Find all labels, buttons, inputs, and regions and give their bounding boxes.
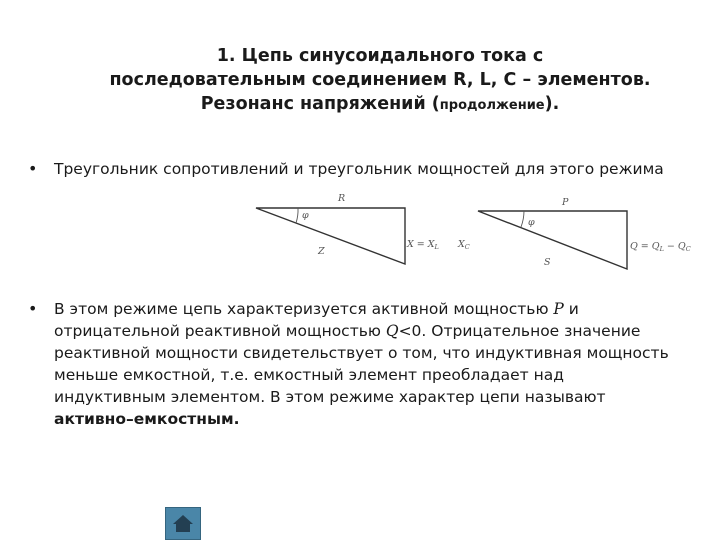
power-q-label — [630, 241, 691, 253]
power-q-mid: − Q — [663, 241, 686, 252]
mode-text-bold: активно–емкостным. — [54, 410, 240, 428]
impedance-xc-label — [457, 239, 470, 251]
mode-text-part-2: и отрицательной реактивной мощностью — [54, 300, 579, 340]
power-q-sub2: C — [685, 245, 691, 253]
title-line-3-main: Резонанс напряжений ( — [200, 94, 440, 114]
home-button[interactable] — [165, 507, 201, 540]
power-triangle — [478, 211, 627, 269]
impedance-angle-arc — [296, 208, 298, 223]
impedance-xc-main: X — [458, 239, 465, 250]
impedance-xc-sub: C — [464, 243, 470, 251]
bullet-mode-description — [28, 298, 678, 430]
bullet-triangles-text: Треугольник сопротивлений и треугольник мощностей для этого режима — [54, 160, 664, 178]
home-icon — [172, 514, 194, 532]
title-line-3-end: ). — [544, 94, 560, 114]
title-line-3-small: продолжение — [439, 98, 545, 113]
title-line-3 — [60, 92, 700, 118]
bullet-dot: • — [28, 299, 38, 318]
impedance-r-label: R — [338, 193, 346, 204]
bullet-dot: • — [28, 159, 38, 178]
bullet-mode-text — [54, 298, 678, 430]
power-q-main: Q = Q — [630, 241, 660, 252]
power-triangle-figure — [470, 195, 710, 275]
power-s-label: S — [544, 257, 551, 268]
power-phi-label: φ — [528, 217, 535, 228]
power-angle-arc — [521, 211, 524, 227]
impedance-x-sub: L — [434, 243, 439, 251]
bullet-triangles — [28, 158, 668, 180]
impedance-triangle — [256, 208, 405, 264]
power-p-label: P — [562, 197, 569, 208]
title-line-2: последовательным соединением R, L, C – элементов. — [109, 70, 651, 90]
impedance-triangle-figure — [240, 190, 480, 270]
impedance-phi-label: φ — [302, 210, 309, 221]
impedance-z-label: Z — [318, 246, 325, 257]
mode-text-part-3: <0. Отрицательное значение реактивной мощности свидетельствует о том, что индуктивная мощность меньше емкостной, т.е. емкостный элемент преобладает над индуктивным элементом. В этом режиме характер цепи называют — [54, 322, 669, 406]
title-line-1: 1. Цепь синусоидального тока с — [216, 46, 544, 66]
impedance-x-label — [406, 239, 439, 251]
slide-title — [60, 44, 700, 118]
power-q-sub1: L — [659, 245, 664, 253]
active-power-symbol: P — [553, 300, 564, 318]
reactive-power-symbol: Q — [385, 322, 399, 340]
impedance-x-main: X = X — [407, 239, 435, 250]
mode-text-part-1: В этом режиме цепь характеризуется активной мощностью — [54, 300, 554, 318]
